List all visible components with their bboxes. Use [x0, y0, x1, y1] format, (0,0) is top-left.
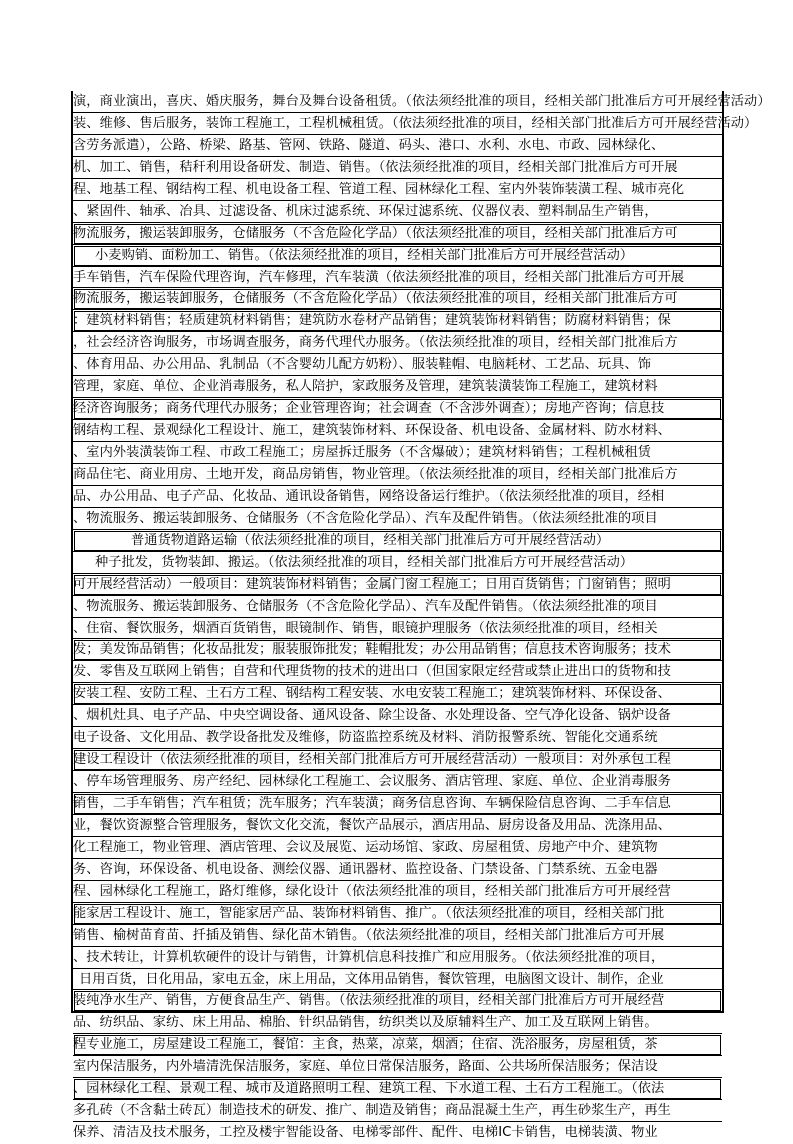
- table-row: 能家居工程设计、施工，智能家居产品、装饰材料销售、推广。（依法须经批准的项目，经相关部门批: [73, 903, 722, 925]
- table-row: 程、园林绿化工程施工，路灯维修，绿化设计（依法须经批准的项目，经相关部门批准后方可开展经营: [73, 881, 722, 903]
- table-row: 、体育用品、办公用品、乳制品（不含婴幼儿配方奶粉）、服装鞋帽、电脑耗材、工艺品、玩具、饰: [73, 354, 722, 376]
- table-row: 、住宿、餐饮服务，烟酒百货销售，眼镜制作、销售，眼镜护理服务（依法须经批准的项目，经相关: [73, 618, 722, 640]
- table-row: ，社会经济咨询服务，市场调查服务，商务代理代办服务。（依法须经批准的项目，经相关部门批准后方: [73, 332, 722, 354]
- table-row: 品、办公用品、电子产品、化妆品、通讯设备销售，网络设备运行维护。（依法须经批准的项目，经相: [73, 486, 722, 508]
- table-row: 保养、清洁及技术服务，工控及楼宇智能设备、电梯零部件、配件、电梯IC卡销售，电梯装潢、物业: [73, 1125, 658, 1141]
- spreadsheet-column: [71, 91, 771, 1141]
- table-row: 、停车场管理服务、房产经纪、园林绿化工程施工、会议服务、酒店管理、家庭、单位、企业消毒服务: [73, 771, 722, 793]
- table-row: 演，商业演出，喜庆、婚庆服务，舞台及舞台设备租赁。（依法须经批准的项目，经相关部门批准后方可开展经营活动）: [73, 91, 722, 113]
- table-row: 务、咨询，环保设备、机电设备、测绘仪器、通讯器材、监控设备、门禁设备、门禁系统、五金电器: [73, 859, 722, 881]
- table-row: 发、零售及互联网上销售；自营和代理货物的技术的进出口（但国家限定经营或禁止进出口的货物和技: [73, 661, 722, 683]
- table-row: 销售、榆树苗育苗、扦插及销售、绿化苗木销售。（依法须经批准的项目，经相关部门批准后方可开展: [73, 925, 722, 947]
- table-row: 、紧固件、轴承、冶具、过滤设备、机床过滤系统、环保过滤系统、仪器仪表、塑料制品生产销售，: [73, 201, 722, 223]
- table-row: 装、维修、售后服务，装饰工程施工，工程机械租赁。（依法须经批准的项目，经相关部门批准后方可开展经营活动）: [73, 113, 722, 135]
- table-row: 可开展经营活动）一般项目：建筑装饰材料销售；金属门窗工程施工；日用百货销售；门窗销售；照明: [73, 574, 722, 596]
- table-row: 普通货物道路运输（依法须经批准的项目，经相关部门批准后方可开展经营活动）: [73, 530, 722, 552]
- table-row: 、技术转让，计算机软硬件的设计与销售，计算机信息科技推广和应用服务。（依法须经批准的项目，: [73, 947, 722, 969]
- table-row: 种子批发，货物装卸、搬运。（依法须经批准的项目，经相关部门批准后方可开展经营活动）: [73, 552, 722, 574]
- table-row: 电子设备、文化用品、教学设备批发及维修，防盗监控系统及材料、消防报警系统、智能化交通系统: [73, 727, 722, 749]
- table-row: 发；美发饰品销售；化妆品批发；服装服饰批发；鞋帽批发；办公用品销售；信息技术咨询服务；技术: [73, 639, 722, 661]
- table-row: 手车销售，汽车保险代理咨询，汽车修理，汽车装潢（依法须经批准的项目，经相关部门批准后方可开展: [73, 267, 722, 289]
- table-row: 室内保洁服务，内外墙清洗保洁服务，家庭、单位日常保洁服务，路面、公共场所保洁服务；保洁设: [73, 1056, 722, 1078]
- table-row: 品、纺织品、家纺、床上用品、棉胎、针织品销售，纺织类以及原辅料生产、加工及互联网上销售。: [73, 1012, 722, 1034]
- table-row: 小麦购销、面粉加工、销售。（依法须经批准的项目，经相关部门批准后方可开展经营活动）: [73, 245, 722, 267]
- table-row: 化工程施工，物业管理、酒店管理、会议及展览、运动场馆、家政、房屋租赁、房地产中介、建筑物: [73, 837, 722, 859]
- table-row: 商品住宅、商业用房、土地开发，商品房销售，物业管理。（依法须经批准的项目，经相关部门批准后方: [73, 464, 722, 486]
- table-row: 销售，二手车销售；汽车租赁；洗车服务；汽车装潢；商务信息咨询、车辆保险信息咨询、二手车信息: [73, 793, 722, 815]
- table-row: 程专业施工，房屋建设工程施工，餐馆：主食，热菜，凉菜，烟酒；住宿、洗浴服务，房屋租赁，茶: [73, 1034, 722, 1056]
- table-row: 、物流服务、搬运装卸服务、仓储服务（不含危险化学品）、汽车及配件销售。（依法须经批准的项目: [73, 508, 722, 530]
- table-row: 、园林绿化工程、景观工程、城市及道路照明工程、建筑工程、下水道工程、土石方工程施工。（依法: [73, 1078, 722, 1100]
- table-row: ：建筑材料销售；轻质建筑材料销售；建筑防水卷材产品销售；建筑装饰材料销售；防腐材料销售；保: [73, 310, 722, 332]
- table-row: 经济咨询服务；商务代理代办服务；企业管理咨询；社会调查（不含涉外调查）；房地产咨询；信息技: [73, 398, 722, 420]
- table-row: 管理，家庭、单位、企业消毒服务，私人陪护，家政服务及管理，建筑装潢装饰工程施工，建筑材料: [73, 376, 722, 398]
- table-row: 装纯净水生产、销售，方便食品生产、销售。（依法须经批准的项目，经相关部门批准后方可开展经营: [73, 990, 722, 1012]
- table-row: 、物流服务、搬运装卸服务、仓储服务（不含危险化学品）、汽车及配件销售。（依法须经批准的项目: [73, 596, 722, 618]
- table-row: 物流服务，搬运装卸服务，仓储服务（不含危险化学品）（依法须经批准的项目，经相关部门批准后方可: [73, 223, 722, 245]
- table-row: 钢结构工程、景观绿化工程设计、施工，建筑装饰材料、环保设备、机电设备、金属材料、防水材料、: [73, 420, 722, 442]
- table-row: 业，餐饮资源整合管理服务，餐饮文化交流，餐饮产品展示，酒店用品、厨房设备及用品、洗涤用品、: [73, 815, 722, 837]
- table-row: 、室内外装潢装饰工程、市政工程施工；房屋拆迁服务（不含爆破）；建筑材料销售；工程机械租赁: [73, 442, 722, 464]
- table-row: 、烟机灶具、电子产品、中央空调设备、通风设备、除尘设备、水处理设备、空气净化设备、锅炉设备: [73, 705, 722, 727]
- table-row: 安装工程、安防工程、土石方工程、钢结构工程安装、水电安装工程施工；建筑装饰材料、环保设备、: [73, 683, 722, 705]
- table-row: 机、加工、销售，秸秆利用设备研发、制造、销售。（依法须经批准的项目，经相关部门批准后方可开展: [73, 157, 722, 179]
- table-row: 含劳务派遣），公路、桥梁、路基、管网、铁路、隧道、码头、港口、水利、水电、市政、园林绿化、: [73, 135, 722, 157]
- table-row: 程、地基工程、钢结构工程、机电设备工程、管道工程、园林绿化工程、室内外装饰装潢工程、城市亮化: [73, 179, 722, 201]
- table-row: 物流服务，搬运装卸服务，仓储服务（不含危险化学品）（依法须经批准的项目，经相关部门批准后方可: [73, 288, 722, 310]
- table-row: 日用百货，日化用品，家电五金，床上用品，文体用品销售，餐饮管理，电脑图文设计、制作，企业: [73, 969, 722, 991]
- table-row: 建设工程设计（依法须经批准的项目，经相关部门批准后方可开展经营活动）一般项目：对外承包工程: [73, 749, 722, 771]
- table-row: 多孔砖（不含黏土砖瓦）制造技术的研发、推广、制造及销售；商品混凝土生产，再生砂浆生产，再生: [73, 1100, 722, 1122]
